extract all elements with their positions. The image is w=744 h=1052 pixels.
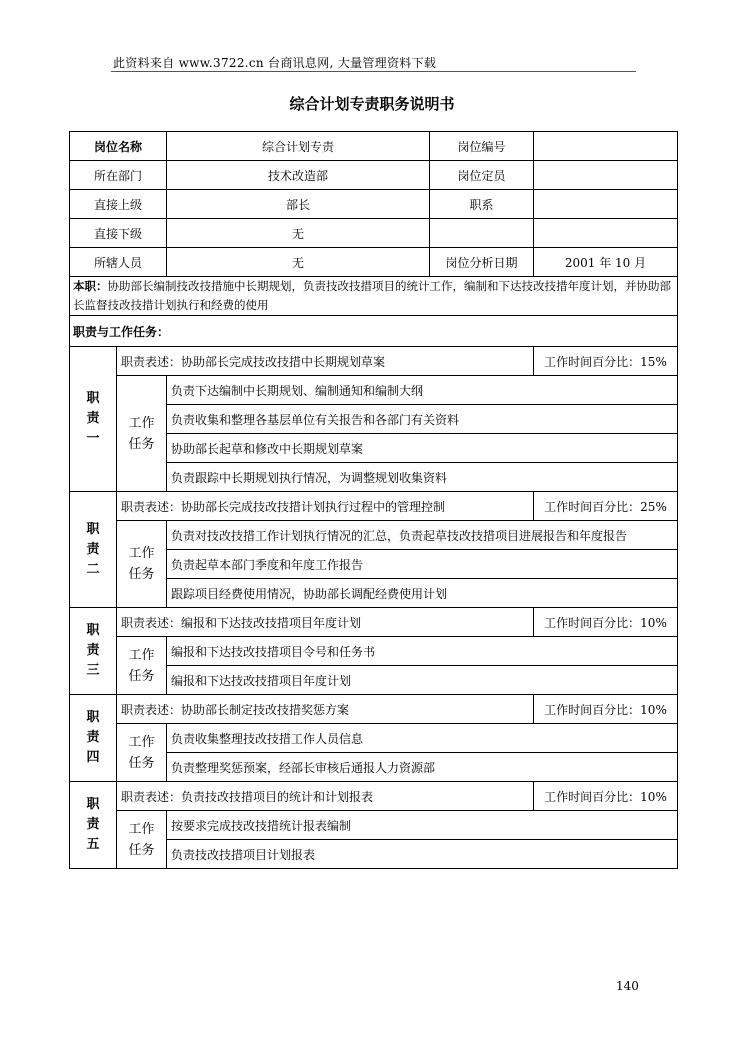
time-percentage: 工作时间百分比：10% bbox=[534, 782, 678, 811]
info-row bbox=[70, 190, 678, 219]
duty-heading bbox=[70, 347, 117, 492]
duty-heading-char: 职 bbox=[86, 391, 100, 406]
task-label-line: 任务 bbox=[128, 436, 155, 452]
task-label-line: 工作 bbox=[128, 821, 155, 837]
info-value bbox=[534, 190, 678, 219]
task-item: 按要求完成技改技措统计报表编制 bbox=[167, 811, 678, 840]
info-row bbox=[70, 132, 678, 161]
task-item: 负责起草本部门季度和年度工作报告 bbox=[167, 550, 678, 579]
info-row bbox=[70, 161, 678, 190]
duty-description-row bbox=[70, 608, 678, 637]
info-label bbox=[430, 219, 534, 248]
info-label: 直接上级 bbox=[70, 190, 167, 219]
info-label: 岗位编号 bbox=[430, 132, 534, 161]
task-label bbox=[117, 637, 167, 695]
info-value bbox=[534, 219, 678, 248]
duty-heading-char: 职 bbox=[86, 521, 100, 537]
time-percentage: 工作时间百分比：25% bbox=[534, 492, 678, 521]
info-label: 岗位分析日期 bbox=[430, 248, 534, 277]
info-value: 技术改造部 bbox=[167, 161, 430, 190]
task-row bbox=[70, 811, 678, 840]
task-label-line: 任务 bbox=[128, 755, 155, 771]
section-heading: 职责与工作任务： bbox=[70, 316, 678, 347]
duty-heading-char: 职 bbox=[86, 797, 100, 812]
duty-heading bbox=[70, 608, 117, 695]
task-label-line: 工作 bbox=[128, 415, 155, 431]
task-row bbox=[70, 521, 678, 550]
info-value bbox=[534, 161, 678, 190]
duty-description: 职责表述：编报和下达技改技措项目年度计划 bbox=[117, 608, 534, 637]
info-value: 无 bbox=[167, 248, 430, 277]
duty-description-row bbox=[70, 347, 678, 376]
duty-heading-char: 五 bbox=[86, 837, 100, 852]
duty-heading-char: 责 bbox=[86, 730, 100, 745]
duty-description: 职责表述：协助部长完成技改技措中长期规划草案 bbox=[117, 347, 534, 376]
header-rule bbox=[111, 71, 636, 72]
duty-heading bbox=[70, 695, 117, 782]
duty-description-row bbox=[70, 695, 678, 724]
duty-heading-char: 一 bbox=[86, 431, 100, 446]
duty-heading bbox=[70, 782, 117, 869]
info-value: 2001 年 10 月 bbox=[534, 248, 678, 277]
task-label-line: 任务 bbox=[128, 842, 155, 858]
task-item: 负责跟踪中长期规划执行情况，为调整规划收集资料 bbox=[167, 463, 678, 492]
duty-description: 职责表述：协助部长完成技改技措计划执行过程中的管理控制 bbox=[117, 492, 534, 521]
task-label-line: 任务 bbox=[128, 668, 155, 684]
info-label: 岗位名称 bbox=[70, 132, 167, 161]
duty-heading-char: 三 bbox=[86, 663, 100, 678]
info-label: 所在部门 bbox=[70, 161, 167, 190]
duty-heading-char: 责 bbox=[86, 541, 100, 557]
source-header: 此资料来自 www.3722.cn 台商讯息网, 大量管理资料下载 bbox=[113, 56, 437, 70]
info-label: 直接下级 bbox=[70, 219, 167, 248]
job-description-table bbox=[69, 131, 678, 869]
task-row bbox=[70, 637, 678, 666]
duty-description-row bbox=[70, 782, 678, 811]
task-label-line: 工作 bbox=[128, 734, 155, 750]
info-label: 所辖人员 bbox=[70, 248, 167, 277]
info-label: 岗位定员 bbox=[430, 161, 534, 190]
task-item: 负责技改技措项目计划报表 bbox=[167, 840, 678, 869]
info-value: 无 bbox=[167, 219, 430, 248]
summary-section bbox=[70, 277, 678, 347]
summary-label: 本职： bbox=[73, 279, 108, 293]
task-item: 负责整理奖惩预案，经部长审核后通报人力资源部 bbox=[167, 753, 678, 782]
duty-heading-char: 四 bbox=[86, 750, 100, 765]
task-label-line: 工作 bbox=[128, 647, 155, 663]
duty-heading-char: 职 bbox=[86, 710, 100, 725]
task-item: 负责收集和整理各基层单位有关报告和各部门有关资料 bbox=[167, 405, 678, 434]
info-section bbox=[70, 132, 678, 277]
summary-cell bbox=[70, 277, 678, 316]
task-item: 编报和下达技改技措项目年度计划 bbox=[167, 666, 678, 695]
time-percentage: 工作时间百分比：15% bbox=[534, 347, 678, 376]
task-item: 负责下达编制中长期规划、编制通知和编制大纲 bbox=[167, 376, 678, 405]
info-value: 部长 bbox=[167, 190, 430, 219]
duty-heading-char: 责 bbox=[86, 411, 100, 426]
info-value bbox=[534, 132, 678, 161]
page-number: 140 bbox=[616, 979, 639, 993]
task-item: 跟踪项目经费使用情况，协助部长调配经费使用计划 bbox=[167, 579, 678, 608]
task-label bbox=[117, 811, 167, 869]
duty-heading bbox=[70, 492, 117, 608]
time-percentage: 工作时间百分比：10% bbox=[534, 695, 678, 724]
task-label-line: 工作 bbox=[128, 546, 155, 561]
task-item: 协助部长起草和修改中长期规划草案 bbox=[167, 434, 678, 463]
task-label bbox=[117, 376, 167, 492]
task-item: 编报和下达技改技措项目令号和任务书 bbox=[167, 637, 678, 666]
duty-description-row bbox=[70, 492, 678, 521]
task-row bbox=[70, 724, 678, 753]
duty-description: 职责表述：协助部长制定技改技措奖惩方案 bbox=[117, 695, 534, 724]
duty-description: 职责表述：负责技改技措项目的统计和计划报表 bbox=[117, 782, 534, 811]
task-item: 负责对技改技措工作计划执行情况的汇总，负责起草技改技措项目进展报告和年度报告 bbox=[167, 521, 678, 550]
duty-heading-char: 二 bbox=[86, 561, 100, 577]
document-title: 综合计划专责职务说明书 bbox=[289, 95, 455, 113]
duty-heading-char: 职 bbox=[86, 623, 100, 638]
task-label bbox=[117, 521, 167, 608]
duty-heading-char: 责 bbox=[86, 643, 100, 658]
task-row bbox=[70, 376, 678, 405]
duty-heading-char: 责 bbox=[86, 817, 100, 832]
summary-text: 协助部长编制技改技措施中长期规划，负责技改技措项目的统计工作，编制和下达技改技措年度计划，并协助部长监督技改技措计划执行和经费的使用 bbox=[73, 279, 671, 312]
task-label-line: 任务 bbox=[128, 567, 155, 582]
info-value: 综合计划专责 bbox=[167, 132, 430, 161]
duties-section bbox=[70, 347, 678, 869]
info-row bbox=[70, 219, 678, 248]
time-percentage: 工作时间百分比：10% bbox=[534, 608, 678, 637]
info-row bbox=[70, 248, 678, 277]
task-item: 负责收集整理技改技措工作人员信息 bbox=[167, 724, 678, 753]
task-label bbox=[117, 724, 167, 782]
info-label: 职系 bbox=[430, 190, 534, 219]
